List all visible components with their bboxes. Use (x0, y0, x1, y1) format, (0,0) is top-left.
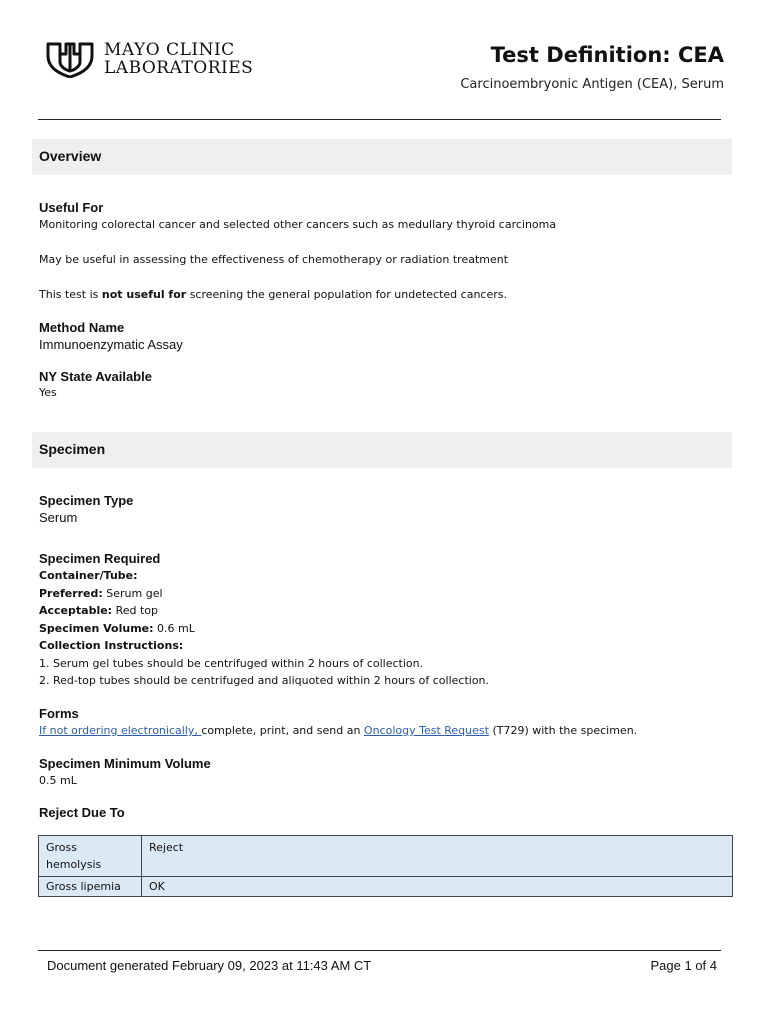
header-divider (38, 119, 721, 120)
overview-section-title: Overview (39, 148, 102, 164)
specimen-required-details (39, 567, 489, 690)
collection-instructions-label: Collection Instructions: (39, 639, 184, 652)
reject-condition-cell: Gross lipemia (39, 877, 142, 897)
ny-state-heading: NY State Available (39, 369, 152, 384)
footer-divider (38, 950, 721, 951)
useful-for-item-2: May be useful in assessing the effectiveness of chemotherapy or radiation treatment (39, 253, 509, 266)
overview-section-header (32, 139, 732, 175)
forms-text: If not ordering electronically, complete, print, and send an Oncology Test Request (T729) with the specimen. (39, 724, 638, 737)
ny-state-value: Yes (39, 386, 57, 399)
not-useful-for-emphasis: not useful for (101, 288, 187, 301)
method-name-heading: Method Name (39, 320, 125, 335)
container-label: Container/Tube: (39, 569, 138, 582)
min-volume-value: 0.5 mL (39, 774, 77, 787)
specimen-section-title: Specimen (39, 441, 106, 457)
document-generated-text: Document generated February 09, 2023 at 11:43 AM CT (47, 958, 372, 973)
preferred-label: Preferred: (39, 586, 103, 600)
specimen-required-heading: Specimen Required (39, 551, 161, 566)
useful-for-item-3: This test is not useful for screening the general population for undetected cancers. (39, 288, 507, 301)
ordering-electronically-link[interactable]: If not ordering electronically, (39, 724, 202, 737)
useful-for-heading: Useful For (39, 200, 104, 215)
min-volume-heading: Specimen Minimum Volume (39, 756, 211, 771)
mayo-clinic-logo (46, 40, 253, 78)
reject-condition-cell: Gross hemolysis (39, 836, 142, 877)
page-subtitle: Carcinoembryonic Antigen (CEA), Serum (460, 77, 724, 92)
acceptable-label: Acceptable: (39, 604, 113, 617)
table-row (39, 836, 733, 877)
page-title: Test Definition: CEA (490, 43, 724, 67)
method-name-value: Immunoenzymatic Assay (39, 337, 183, 352)
reject-due-to-heading: Reject Due To (39, 805, 125, 820)
mayo-shield-icon (46, 40, 94, 78)
specimen-type-value: Serum (39, 510, 78, 525)
specimen-type-heading: Specimen Type (39, 493, 134, 508)
volume-value: 0.6 mL (153, 621, 195, 635)
forms-heading: Forms (39, 706, 79, 721)
reject-table (38, 835, 733, 897)
preferred-value: Serum gel (102, 586, 163, 600)
logo-line-2: LABORATORIES (104, 58, 254, 78)
acceptable-value: Red top (112, 604, 158, 617)
page-number: Page 1 of 4 (650, 958, 717, 973)
logo-line-1: MAYO CLINIC (104, 40, 235, 60)
collection-instruction-1: 1. Serum gel tubes should be centrifuged within 2 hours of collection. (39, 656, 424, 670)
oncology-test-request-link[interactable]: Oncology Test Request (363, 724, 489, 737)
collection-instruction-2: 2. Red-top tubes should be centrifuged and aliquoted within 2 hours of collection. (39, 674, 490, 687)
reject-result-cell: OK (142, 877, 733, 897)
table-row (39, 877, 733, 897)
volume-label: Specimen Volume: (39, 621, 154, 635)
reject-result-cell: Reject (142, 836, 733, 877)
specimen-section-header (32, 432, 732, 468)
useful-for-item-1: Monitoring colorectal cancer and selected other cancers such as medullary thyroid carcinoma (39, 218, 557, 231)
